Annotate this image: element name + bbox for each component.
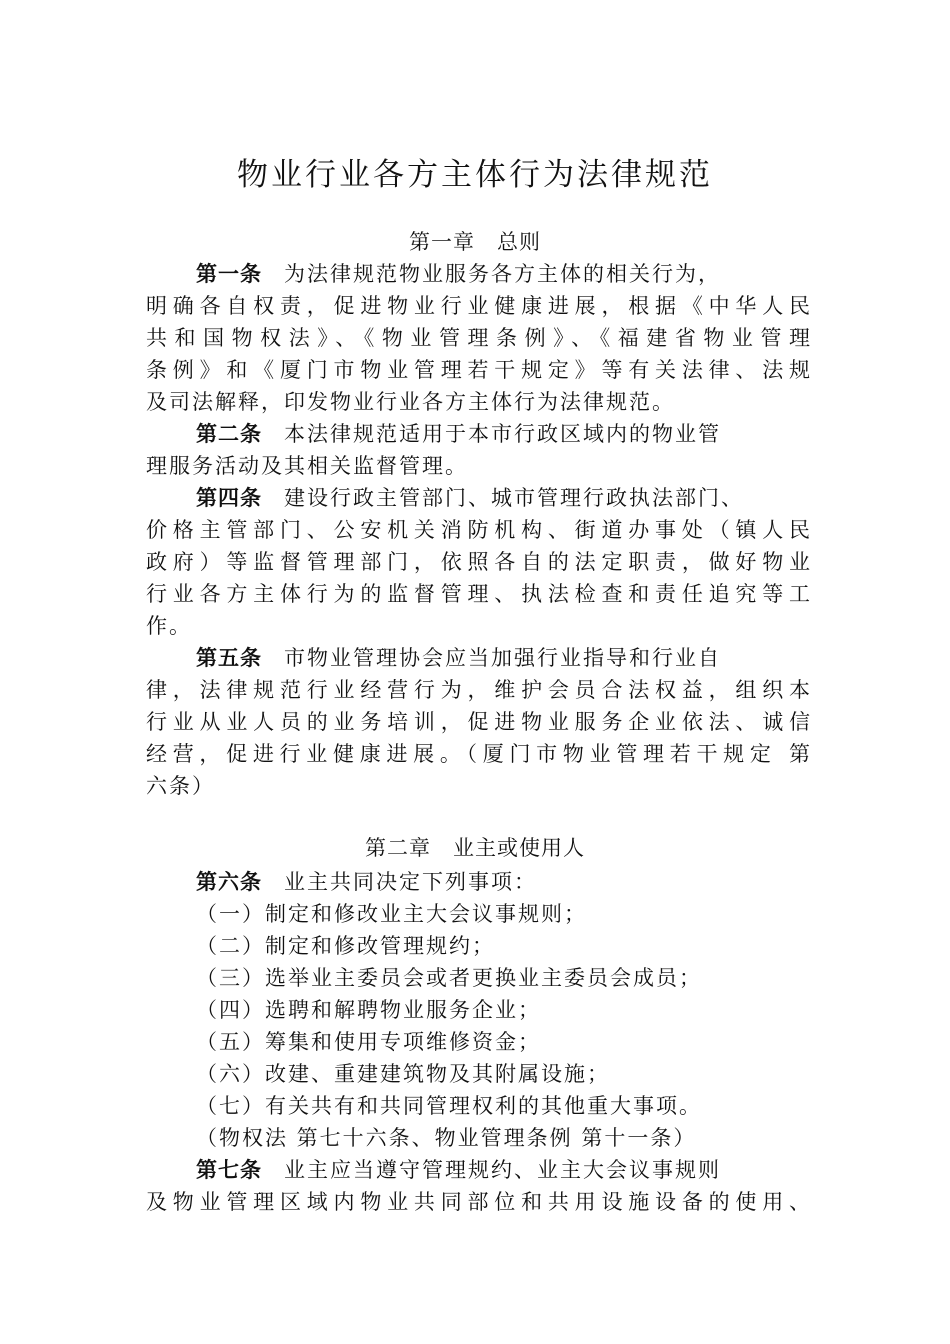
chapter-2-heading: 第二章 业主或使用人 [365,836,585,860]
article-1-label: 第一条 [196,261,262,286]
article-4-line-3: 政府）等监督管理部门，依照各自的法定职责，做好物业 [146,550,810,574]
chapter-1-heading: 第一章 总则 [409,230,541,254]
article-1-line-5: 及司法解释，印发物业行业各方主体行为法律规范。 [146,390,675,414]
article-7-line-2: 及物业管理区域内物业共同部位和共用设施设备的使用、 [146,1190,810,1214]
article-6-intro: 第六条 业主共同决定下列事项： [196,869,537,894]
article-1-line-4: 条例》和《厦门市物业管理若干规定》等有关法律、法规 [146,358,810,382]
article-4-line-4: 行业各方主体行为的监督管理、执法检查和责任追究等工 [146,582,810,606]
article-1-line-1: 第一条 为法律规范物业服务各方主体的相关行为， [196,261,721,286]
article-1-line-3: 共和国物权法》、《物业管理条例》、《福建省物业管理 [146,326,810,350]
article-6-item: （六）改建、重建建筑物及其附属设施； [196,1062,610,1086]
article-2-line-2: 理服务活动及其相关监督管理。 [146,454,468,478]
article-4-label: 第四条 [196,485,262,510]
article-6-item: （三）选举业主委员会或者更换业主委员会成员； [196,966,702,990]
article-5-line-3: 行业从业人员的业务培训，促进物业服务企业依法、诚信 [146,710,810,734]
article-6-item: （一）制定和修改业主大会议事规则； [196,902,587,926]
article-7-label: 第七条 [196,1157,262,1182]
article-2-line-1: 第二条 本法律规范适用于本市行政区域内的物业管 [196,421,721,446]
article-7 [146,1154,826,1218]
article-6-item: （七）有关共有和共同管理权利的其他重大事项。 [196,1094,702,1118]
article-6-source: （物权法 第七十六条、物业管理条例 第十一条） [196,1126,697,1150]
article-6-label: 第六条 [196,869,262,894]
document-title: 物业行业各方主体行为法律规范 [237,157,713,193]
article-4 [146,482,826,642]
article-2 [146,418,826,482]
article-1 [146,258,826,418]
article-7-line-1: 第七条 业主应当遵守管理规约、业主大会议事规则 [196,1157,721,1182]
article-4-line-1: 第四条 建设行政主管部门、城市管理行政执法部门、 [196,485,744,510]
article-5-label: 第五条 [196,645,262,670]
article-6-item: （四）选聘和解聘物业服务企业； [196,998,541,1022]
article-4-line-5: 作。 [146,614,192,638]
article-5-line-2: 律，法律规范行业经营行为，维护会员合法权益，组织本 [146,678,810,702]
article-6-item: （五）筹集和使用专项维修资金； [196,1030,541,1054]
article-5 [146,642,826,802]
article-2-label: 第二条 [196,421,262,446]
article-5-line-4: 经营，促进行业健康进展。（厦门市物业管理若干规定 第 [146,742,810,766]
article-6-item: （二）制定和修改管理规约； [196,934,495,958]
article-4-line-2: 价格主管部门、公安机关消防机构、街道办事处（镇人民 [146,518,810,542]
article-5-line-5: 六条） [146,774,215,798]
article-1-line-2: 明确各自权责，促进物业行业健康进展，根据《中华人民 [146,294,810,318]
article-5-line-1: 第五条 市物业管理协会应当加强行业指导和行业自 [196,645,721,670]
article-6 [146,866,826,1154]
